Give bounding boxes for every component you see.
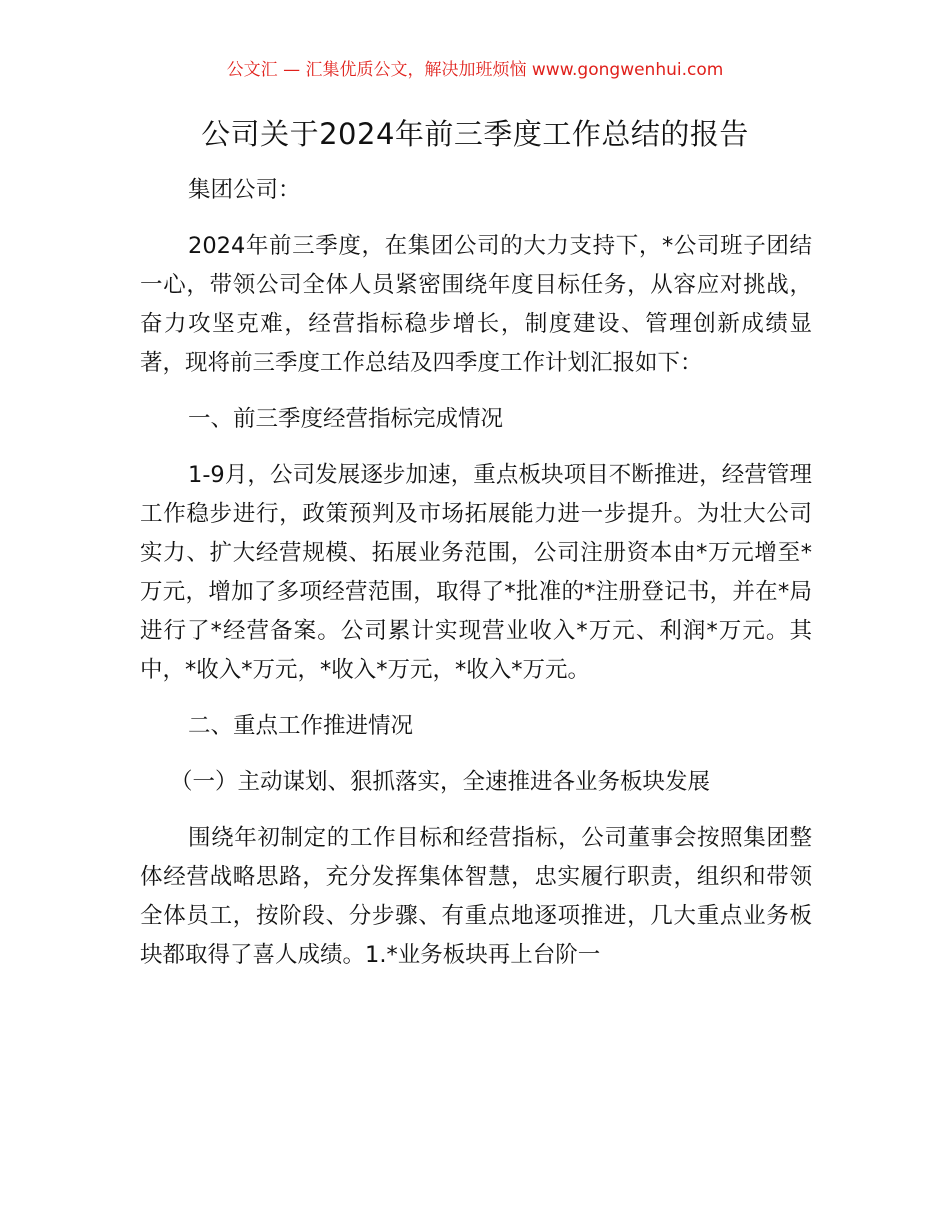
salutation: 集团公司： — [188, 177, 301, 203]
subsection-1-paragraph: 围绕年初制定的工作目标和经营指标，公司董事会按照集团整体经营战略思路，充分发挥集体智慧，忠实履行职责，组织和带领全体员工，按阶段、分步骤、有重点地逐项推进，几大重点业务板块都取得了喜人成绩。1.*业务板块再上台阶一 — [140, 825, 812, 968]
section-1-paragraph: 1-9月，公司发展逐步加速，重点板块项目不断推进，经营管理工作稳步进行，政策预判及市场拓展能力进一步提升。为壮大公司实力、扩大经营规模、拓展业务范围，公司注册资本由*万元增至*万元，增加了多项经营范围，取得了*批准的*注册登记书，并在*局进行了*经营备案。公司累计实现营业收入*万元、利润*万元。其中，*收入*万元，*收入*万元，*收入*万元。 — [140, 462, 812, 683]
section-heading-1: 一、前三季度经营指标完成情况 — [188, 406, 504, 432]
intro-paragraph: 2024年前三季度，在集团公司的大力支持下，*公司班子团结一心，带领公司全体人员紧密围绕年度目标任务，从容应对挑战，奋力攻坚克难，经营指标稳步增长，制度建设、管理创新成绩显著，现将前三季度工作总结及四季度工作计划汇报如下： — [140, 233, 812, 376]
section-heading-2: 二、重点工作推进情况 — [188, 713, 414, 739]
document-body — [140, 171, 812, 992]
header-banner[interactable]: 公文汇 — 汇集优质公文，解决加班烦恼 www.gongwenhui.com — [226, 60, 724, 80]
document-title: 公司关于2024年前三季度工作总结的报告 — [201, 117, 749, 151]
subsection-heading-1: （一）主动谋划、狠抓落实，全速推进各业务板块发展 — [170, 769, 711, 795]
